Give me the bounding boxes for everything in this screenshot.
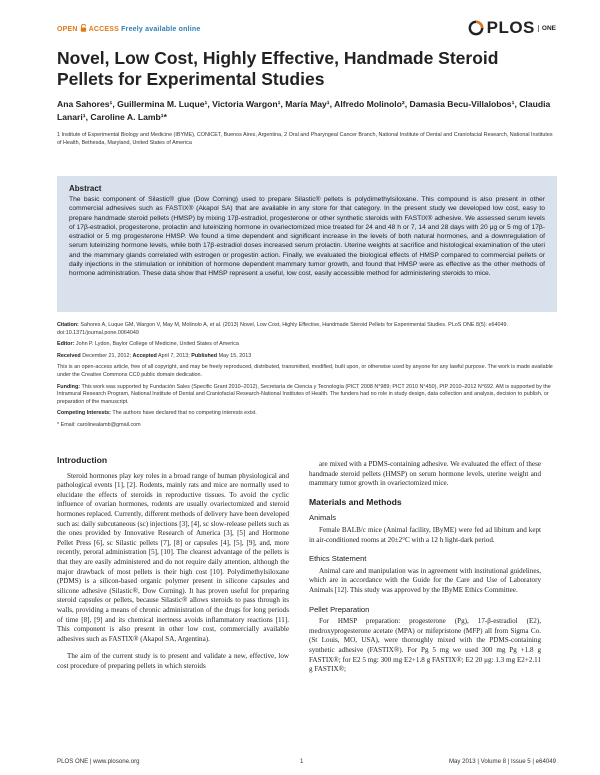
open-access-badge (57, 24, 200, 33)
animals-text: Female BALB/c mice (Animal facility, IByME) were fed ad libitum and kept in air-conditioned rooms at 20±2°C with a 12 h light-dark period. (309, 525, 541, 544)
citation-text: Sahores A, Luque GM, Wargon V, May M, Molinolo A, et al. (2013) Novel, Low Cost, Highly Effective, Handmade Steroid Pellets for Experimental Studies. PLoS ONE 8(5): e64049. doi:10.1371/journal.pone.0064049 (57, 322, 509, 336)
pellet-preparation-text: For HMSP preparation: progesterone (Pg), 17-β-estradiol (E2), medroxyprogesterone acetate (MPA) or mifepristone (MFP) all from Sigma Co. (St Louis, MO, USA), were thoroughly mixed with the PDMS-containing synthetic adhesive (FASTIX®). For Pg 5 mg we used 300 mg Pg +1.8 g FASTIX®; for E2 5 mg: 300 mg E2+1.8 g FASTIX®; E2 20 μg: 1.3 mg E2+2.11 g FASTIX®; (309, 617, 541, 674)
open-label: OPEN (57, 26, 78, 33)
left-column (57, 456, 289, 671)
published-date: May 15, 2013 (218, 352, 252, 359)
animals-heading: Animals (309, 513, 337, 523)
dates-line (57, 353, 557, 361)
page-number: 1 (300, 758, 304, 765)
accepted-date: April 7, 2013; (158, 352, 190, 359)
ethics-text: Animal care and manipulation was in agreement with institutional guidelines, which are in accordance with the Guide for the Care and Use of Laboratory Animals [12]. This study was approved by the IByME Ethics Committee. (309, 566, 541, 594)
ethics-heading: Ethics Statement (309, 554, 367, 564)
funding-text: This work was supported by Fundación Sales (Specific Grant 2010–2012), Secretaría de Ciencia y Tecnología (PICT 2008 N°989; PICT 2010 N°450), PIP 2010–2012 N°692. AM is supported by the Intramural Research Program, National Institute of Dental and Craniofacial Research-National Institutes of Health. The funders had no role in study design, data collection and analysis, decision to publish, or preparation of the manuscript. (57, 383, 551, 405)
open-access-lock-icon (80, 24, 87, 32)
intro-paragraph-1: Steroid hormones play key roles in a broad range of human physiological and pathological events [1], [2]. Rodents, mainly rats and mice are normally used to elucidate the effects of steroids in reproductive tissues. To avoid the cyclic influence of ovarian hormones, rodents are usually ovariectomized and steroid hormones replaced. Currently, different methods of delivery have been developed such as: daily subcutaneous (sc) injections [3], [4], sc slow-release pellets such as the ones provided by Innovative Research of America [3], [5] and Hormone Pellet Press [6], sc Silastic pellets [7], [8] or capsules [4], [5], [9], and, more recently, peroral administration [5], [10]. The clearest advantage of the pellets is that they are easily administered and do not require daily attention, although the major drawback of most pellets is their high cost [10]. Polydimethylsiloxane (PDMS) is a silicon-based organic polymer present in silicone capsules and silicone adhesive (Silastic®, Dow Corning). It has proven useful for preparing steroid capsules or pellets, because Silastic® allows steroids to pass through its walls, providing a means of chronic administration of the drugs for long periods of time [8], [9] and its chemical inertness avoids inflammatory reactions [11]. This component is also present in other low cost, commercially available adhesives such as FASTIX® (Akapol SA, Argentina). (57, 471, 289, 643)
author-list: Ana Sahores¹, Guillermina M. Luque¹, Victoria Wargon¹, María May¹, Alfredo Molinolo², Damasia Becu-Villalobos¹, Claudia Lanari¹, Caroline A. Lamb¹* (57, 99, 551, 122)
pellet-preparation-heading: Pellet Preparation (309, 604, 370, 614)
access-label: ACCESS (88, 26, 120, 33)
citation-line (57, 322, 557, 337)
received-label: Received (57, 352, 81, 359)
competing-interests-text: The authors have declared that no competing interests exist. (112, 410, 257, 417)
footer-issue: May 2013 | Volume 8 | Issue 5 | e64049 (448, 758, 556, 765)
footer-journal: PLOS ONE | www.plosone.org (57, 758, 140, 765)
editor-text: John P. Lydon, Baylor College of Medicine, United States of America (75, 341, 239, 348)
competing-interests-label: Competing Interests: (57, 410, 111, 417)
right-column (309, 460, 541, 675)
received-date: December 21, 2012; (82, 352, 132, 359)
free-availability-label: Freely available online (121, 26, 201, 33)
citation-label: Citation: (57, 322, 79, 328)
one-wordmark: ONE (538, 25, 556, 32)
article-title: Novel, Low Cost, Highly Effective, Handmade Steroid Pellets for Experimental Studies (57, 48, 499, 89)
materials-methods-heading: Materials and Methods (309, 496, 402, 507)
abstract-box (57, 176, 557, 312)
funding-line (57, 384, 557, 407)
published-label: Published (191, 352, 218, 359)
corresponding-email: * Email: carolinealamb@gmail.com (57, 421, 141, 428)
abstract-text: The basic component of Silastic® glue (Dow Corning) used to prepare Silastic® pellets is polydimethylsiloxane. This compound is also present in other commercial adhesives such as FASTIX® (Akapol SA) that are available in any store for that category. In the present study we developed low cost, easy to prepare handmade steroid pellets (HMSP) by mixing 17β-estradiol, progesterone or other synthetic steroids with FASTIX® adhesive. We assessed serum levels of 17β-estradiol, progesterone, prolactin and luteinizing hormone in ovariectomized mice treated for 24 and 48 h or 7, 14 and 28 days with 20 μg or 5 mg of 17β-estradiol or 5 mg progesterone HMSP. We found a time dependent and significant increase in the levels of both natural hormones, and a downregulation of serum luteinizing hormone levels, while both 17β-estradiol doses increased serum prolactin. Uterine weights at sacrifice and histological examination of the uteri and the mammary glands correlated with estrogen or progestin action. Finally, we evaluated the biological effects of HMSP compared to commercial pellets or daily injections in the stimulation or inhibition of hormone dependent mammary tumor growth, and found that HMSP were as effective as the other methods of hormone administration. These data show that HMSP represent a useful, low cost, easily accessible method for administering steroids to mice. (69, 196, 545, 278)
funding-label: Funding: (57, 383, 81, 390)
plos-logo-icon (468, 20, 484, 36)
affiliations: 1 Institute of Experimental Biology and Medicine (IBYME), CONICET, Buenos Aires, Argentina, 2 Oral and Pharyngeal Cancer Branch, National Institute of Dental and Craniofacial Research, National Institutes of Health, Bethesda, Maryland, United States of America (57, 132, 553, 147)
article-metadata (57, 322, 557, 434)
license-text: This is an open-access article, free of all copyright, and may be freely reproduced, distributed, transmitted, modified, built upon, or otherwise used by anyone for any lawful purpose. The work is made available under the Creative Commons CC0 public domain dedication. (57, 364, 553, 378)
journal-header (57, 16, 556, 40)
plos-wordmark: PLOS (486, 18, 535, 37)
intro-paragraph-3: are mixed with a PDMS-containing adhesive. We evaluated the effect of these handmade steroid pellets (HMSP) on serum hormone levels, uterine weight and mammary tumor growth in ovariectomized mice. (309, 460, 541, 488)
abstract-heading: Abstract (69, 184, 102, 193)
editor-line (57, 341, 557, 349)
intro-paragraph-2: The aim of the current study is to present and validate a new, effective, low cost procedure of preparing pellets in which steroids (57, 652, 289, 670)
competing-interests-line (57, 410, 557, 418)
plos-one-logo (468, 18, 556, 38)
accepted-label: Accepted (132, 352, 157, 359)
editor-label: Editor: (57, 341, 75, 348)
introduction-heading: Introduction (57, 455, 108, 465)
